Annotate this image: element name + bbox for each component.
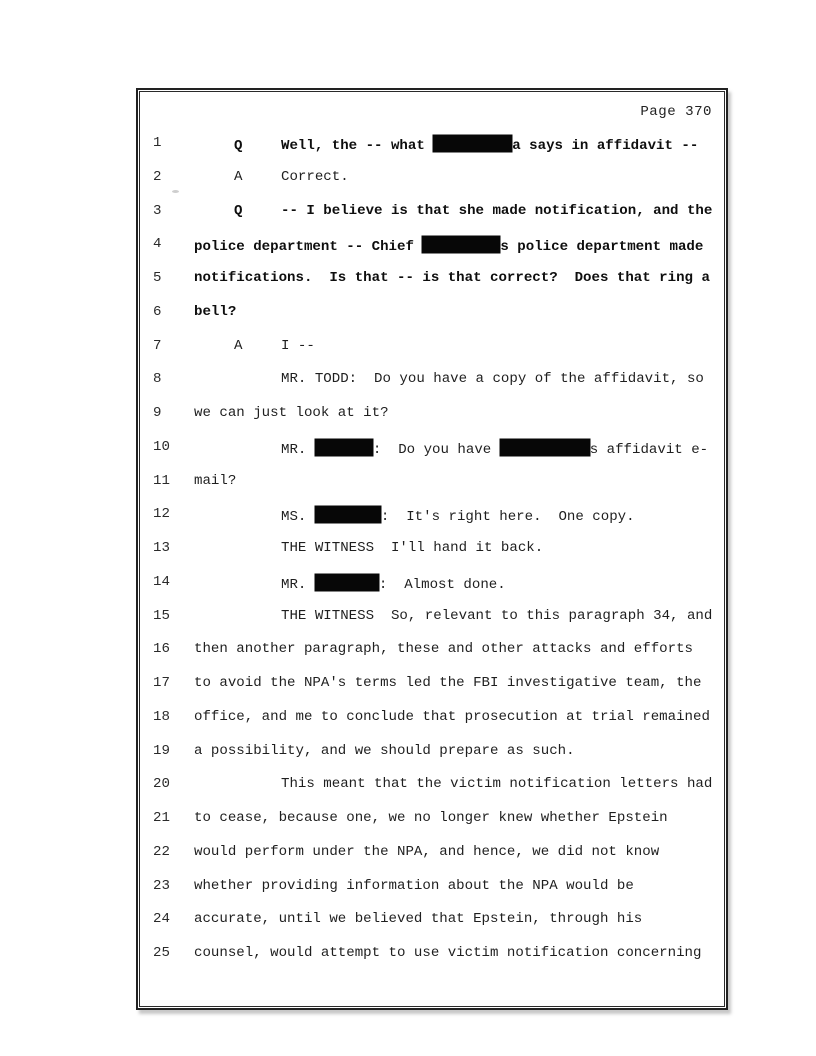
transcript-line — [140, 338, 724, 372]
transcript-lines — [140, 135, 724, 979]
transcript-line — [140, 641, 724, 675]
line-number: 19 — [153, 742, 170, 759]
transcript-line — [140, 844, 724, 878]
redaction-box — [315, 506, 381, 523]
transcript-line — [140, 371, 724, 405]
transcript-line — [140, 540, 724, 574]
line-number: 14 — [153, 573, 170, 590]
line-number: 13 — [153, 540, 170, 556]
transcript-border-frame — [136, 88, 728, 1010]
line-text: A I -- — [234, 337, 315, 354]
transcript-line — [140, 878, 724, 912]
transcript-line — [140, 945, 724, 979]
qa-marker: A — [234, 337, 243, 354]
transcript-line — [140, 675, 724, 709]
line-text: MR. : Do you have s affidavit e- — [194, 439, 726, 458]
transcript-line — [140, 135, 724, 169]
line-text: we can just look at it? — [194, 405, 389, 421]
redaction-box — [422, 236, 500, 253]
transcript-line — [140, 709, 724, 743]
line-number: 4 — [153, 236, 162, 253]
line-text: MS. : It's right here. One copy. — [194, 506, 726, 525]
transcript-line — [140, 608, 724, 642]
line-text: THE WITNESS I'll hand it back. — [281, 540, 544, 556]
line-text: police department -- Chief s police department made — [194, 236, 726, 255]
redaction-box — [315, 574, 379, 591]
transcript-line — [140, 743, 724, 777]
line-number: 15 — [153, 607, 170, 624]
transcript-line — [140, 506, 724, 540]
line-text: counsel, would attempt to use victim notification concerning — [194, 945, 702, 961]
transcript-line — [140, 776, 724, 810]
transcript-line — [140, 270, 724, 304]
line-number: 22 — [153, 843, 170, 860]
line-text: Q -- I believe is that she made notification, and the — [234, 202, 713, 219]
transcript-line — [140, 203, 724, 237]
line-text: whether providing information about the NPA would be — [194, 877, 634, 894]
line-number: 1 — [153, 135, 162, 151]
line-number: 11 — [153, 472, 170, 489]
transcript-line — [140, 405, 724, 439]
line-number: 24 — [153, 911, 170, 928]
line-text: a possibility, and we should prepare as such. — [194, 742, 575, 759]
line-text: would perform under the NPA, and hence, we did not know — [194, 843, 660, 860]
line-text: MR. : Almost done. — [194, 574, 726, 593]
redaction-box — [500, 439, 590, 456]
qa-marker: Q — [234, 202, 243, 219]
line-number: 25 — [153, 945, 170, 961]
line-number: 3 — [153, 202, 162, 219]
line-number: 8 — [153, 371, 162, 388]
line-text: office, and me to conclude that prosecution at trial remained — [194, 708, 710, 725]
line-number: 20 — [153, 776, 170, 793]
line-text: mail? — [194, 472, 237, 489]
transcript-line — [140, 911, 724, 945]
line-text: to cease, because one, we no longer knew whether Epstein — [194, 810, 668, 826]
transcript-line — [140, 236, 724, 270]
transcript-line — [140, 304, 724, 338]
line-number: 16 — [153, 641, 170, 658]
line-text: bell? — [194, 303, 237, 320]
line-number: 9 — [153, 405, 162, 421]
line-number: 5 — [153, 270, 162, 286]
line-text: notifications. Is that -- is that correct? Does that ring a — [194, 270, 710, 286]
line-text: accurate, until we believed that Epstein, through his — [194, 911, 643, 928]
qa-marker: Q — [234, 138, 243, 154]
line-text: Q Well, the -- what a says in affidavit -- — [194, 135, 726, 154]
line-text: This meant that the victim notification letters had — [281, 776, 713, 793]
line-text: THE WITNESS So, relevant to this paragraph 34, and — [281, 607, 713, 624]
line-text: A Correct. — [234, 168, 349, 185]
redaction-box — [315, 439, 373, 456]
transcript-line — [140, 169, 724, 203]
line-number: 12 — [153, 506, 170, 523]
transcript-border-inner — [139, 91, 725, 1007]
line-number: 10 — [153, 438, 170, 455]
qa-marker: A — [234, 168, 243, 185]
transcript-line — [140, 574, 724, 608]
line-number: 7 — [153, 337, 162, 354]
line-text: to avoid the NPA's terms led the FBI investigative team, the — [194, 675, 702, 691]
line-text: then another paragraph, these and other attacks and efforts — [194, 641, 693, 658]
page-number-label: Page 370 — [640, 104, 712, 120]
line-number: 2 — [153, 168, 162, 185]
line-number: 18 — [153, 708, 170, 725]
line-number: 23 — [153, 877, 170, 894]
line-number: 17 — [153, 675, 170, 691]
line-number: 6 — [153, 303, 162, 320]
line-text: MR. TODD: Do you have a copy of the affidavit, so — [281, 371, 704, 388]
transcript-line — [140, 439, 724, 473]
line-number: 21 — [153, 810, 170, 826]
redaction-box — [433, 135, 512, 152]
transcript-line — [140, 810, 724, 844]
transcript-line — [140, 473, 724, 507]
